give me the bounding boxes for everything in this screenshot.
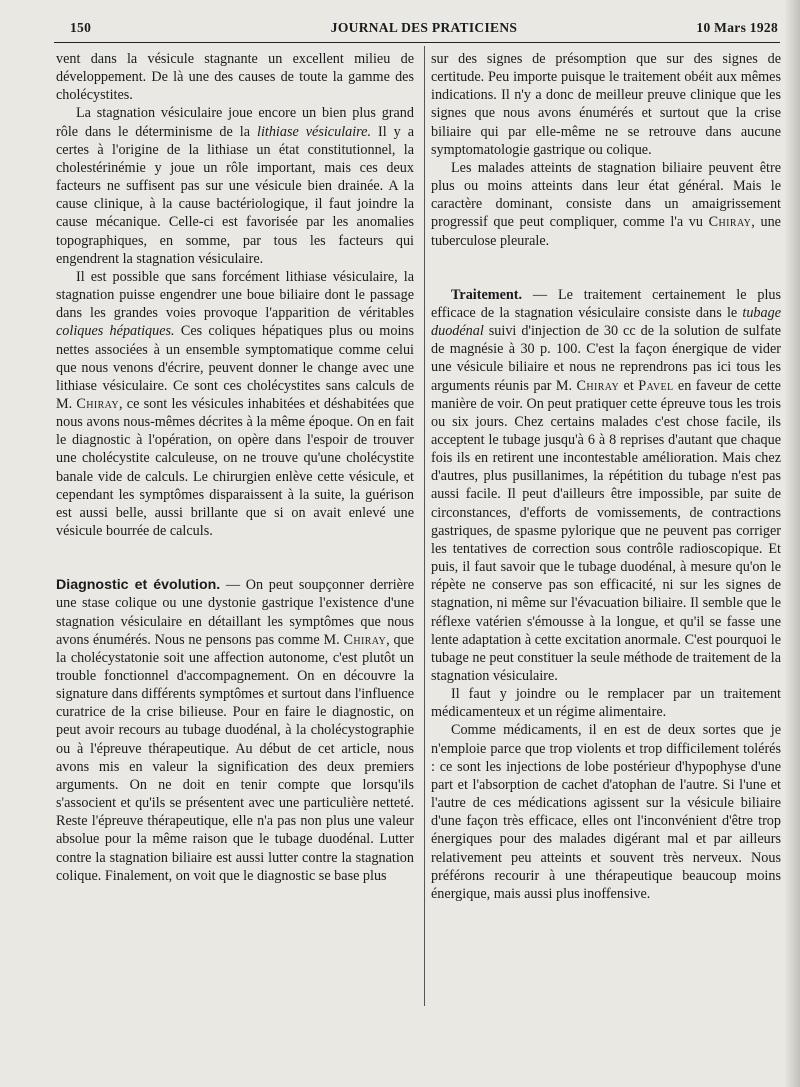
paragraph: Il faut y joindre ou le remplacer par un traitement médicamenteux et un régime alimentaire. <box>431 686 781 721</box>
section-gap <box>431 250 781 286</box>
section-gap <box>56 540 414 576</box>
issue-date: 10 Mars 1928 <box>696 20 778 35</box>
section-heading: Diagnostic et évolution. <box>56 577 221 594</box>
section-heading: Traitement. <box>451 286 523 303</box>
column-divider <box>424 46 425 1006</box>
author-name: Chiray <box>343 631 387 648</box>
author-name: Chiray <box>76 395 120 412</box>
page-edge-shadow <box>784 0 800 1087</box>
paragraph: Diagnostic et évolution. — On peut soupçonner derrière une stase colique ou une dystonie gastrique l'existence d'une stagnation vésiculaire en détaillant les symptômes que nous avons énumérés. Nous ne pensons pas comme M. Chiray, que la cholécystatonie soit une affection autonome, c'est plutôt un trouble fonctionnel d'accompagnement. On en découvre la signature dans différents symptômes et surtout dans l'influence curatrice de la crise bilieuse. Pour en faire le diagnostic, on peut avoir recours au tubage duodénal, à la cholécystographie ou à l'épreuve thérapeutique. Au début de cet article, nous avons mis en valeur la signification des deux premiers arguments. On ne doit en tenir compte que lorsqu'ils s'associent et qu'ils se présentent avec une particulière netteté. Reste l'épreuve thérapeutique, elle n'a pas non plus une valeur absolue pour la même raison que le tubage duodénal. Lutter contre la stagnation biliaire est aussi lutter contre la stagnation colique. Finalement, on voit que le diagnostic se base plus <box>56 577 414 884</box>
paragraph: vent dans la vésicule stagnante un excellent milieu de développement. De là une des causes de toute la gamme des cholécystites. <box>56 51 414 104</box>
author-name: Chiray <box>576 377 620 394</box>
paragraph: Comme médicaments, il en est de deux sortes que je n'emploie parce que trop violents et trop difficilement tolérés : ce sont les injections de lobe postérieur d'hypophyse d'une part et l'absorption de cachet d'atophan de l'autre. Si l'une et l'autre de ces médications agissent sur la vésicule biliaire d'une façon très efficace, elles ont l'inconvénient d'être trop énergiques pour des malades digérant mal et par ailleurs relativement peu atteints et souvent très nerveux. Nous préférons recourir à une thérapeutique beaucoup moins énergique, mais aussi plus inoffensive. <box>431 722 781 902</box>
paragraph: Il est possible que sans forcément lithiase vésiculaire, la stagnation puisse engendrer une boue biliaire dont le passage dans les grandes voies provoque l'apparition de véritables coliques hépatiques. Ces coliques hépatiques plus ou moins nettes associées à un ensemble symptomatique comme celui que nous venons d'écrire, peuvent donner le change avec une lithiase vésiculaire. Ce sont ces cholécystites sans calculs de M. Chiray, ce sont les vésicules inhabitées et déshabitées que nous avons nous-mêmes décrites à la même époque. On en fait le diagnostic à l'opération, on opère dans l'espoir de trouver une cholécystite calculeuse, on ne trouve qu'une cholécystite banale vide de calculs. Le chirurgien enlève cette vésicule, et cependant les symptômes disparaissent à la suite, la guérison est aussi belle, aussi brillante que si on avait enlevé une vésicule bourrée de calculs. <box>56 268 414 540</box>
author-name: Chiray <box>708 214 752 231</box>
running-header <box>70 20 778 42</box>
paragraph: Traitement. — Le traitement certainement le plus efficace de la stagnation vésiculaire consiste dans le tubage duodénal suivi d'injection de 30 cc de la solution de sulfate de magnésie à 30 p. 100. C'est la façon énergique de vider une vésicule biliaire et nous ne reprendrons pas ici tous les arguments réunis par M. Chiray et Pavel en faveur de cette manière de voir. On peut pratiquer cette épreuve tous les trois ou six jours. Chez certains malades c'est chose facile, ils acceptent le tubage jusqu'à 6 à 8 reprises d'autant que chaque fois ils en retirent une incontestable amélioration. Mais chez d'autres, plus pusillanimes, la répétition du tubage n'est pas aussi facile. Il peut d'ailleurs être impossible, par suite de circonstances, d'efforts de vomissements, de contractions gastriques, de spasme pylorique que ne peuvent pas corriger les tentatives de correction sous contrôle radioscopique. Et puis, il faut savoir que le tubage duodénal, à mesure qu'on le répète ne conserve pas son efficacité, ni sur les signes de stagnation, ni même sur l'évacuation biliaire. Il semble que le réflexe vatérien s'émousse à la longue, et qu'il se fasse une lente adaptation à cette excitation anormale. C'est pourquoi le tubage ne peut constituer la seule méthode de traitement de la stagnation vésiculaire. <box>431 286 781 684</box>
author-name: Pavel <box>638 377 674 394</box>
left-column <box>56 50 414 885</box>
paragraph: sur des signes de présomption que sur des signes de certitude. Peu importe puisque le traitement obéit aux mêmes indications. Il n'y a donc de meilleur preuve clinique que les signes que nous avons énumérés et surtout que la crise biliaire qui par elle-même ne se retrouve dans aucune symptomatologie gastrique ou colique. <box>431 51 781 158</box>
paragraph: Les malades atteints de stagnation biliaire peuvent être plus ou moins atteints dans leur état général. Mais le caractère dominant, consiste dans un amaigrissement progressif que peut compliquer, comme l'a vu Chiray, une tuberculose pleurale. <box>431 159 781 249</box>
page-number: 150 <box>70 20 92 35</box>
right-column <box>431 50 781 903</box>
journal-title: JOURNAL DES PRATICIENS <box>330 20 518 35</box>
paragraph: La stagnation vésiculaire joue encore un bien plus grand rôle dans le déterminisme de la lithiase vésiculaire. Il y a certes à l'origine de la lithiase un état constitutionnel, la cholestérinémie y joue un rôle important, mais ces deux facteurs ne suffisent pas sur une vésicule bien drainée. A la cause clinique, à la cause bactériologique, il faut joindre la cause mécanique. Celle-ci est favorisée par les anomalies topographiques, en somme, par tous les facteurs qui engendrent la stagnation vésiculaire. <box>56 105 414 267</box>
header-rule <box>54 42 780 43</box>
